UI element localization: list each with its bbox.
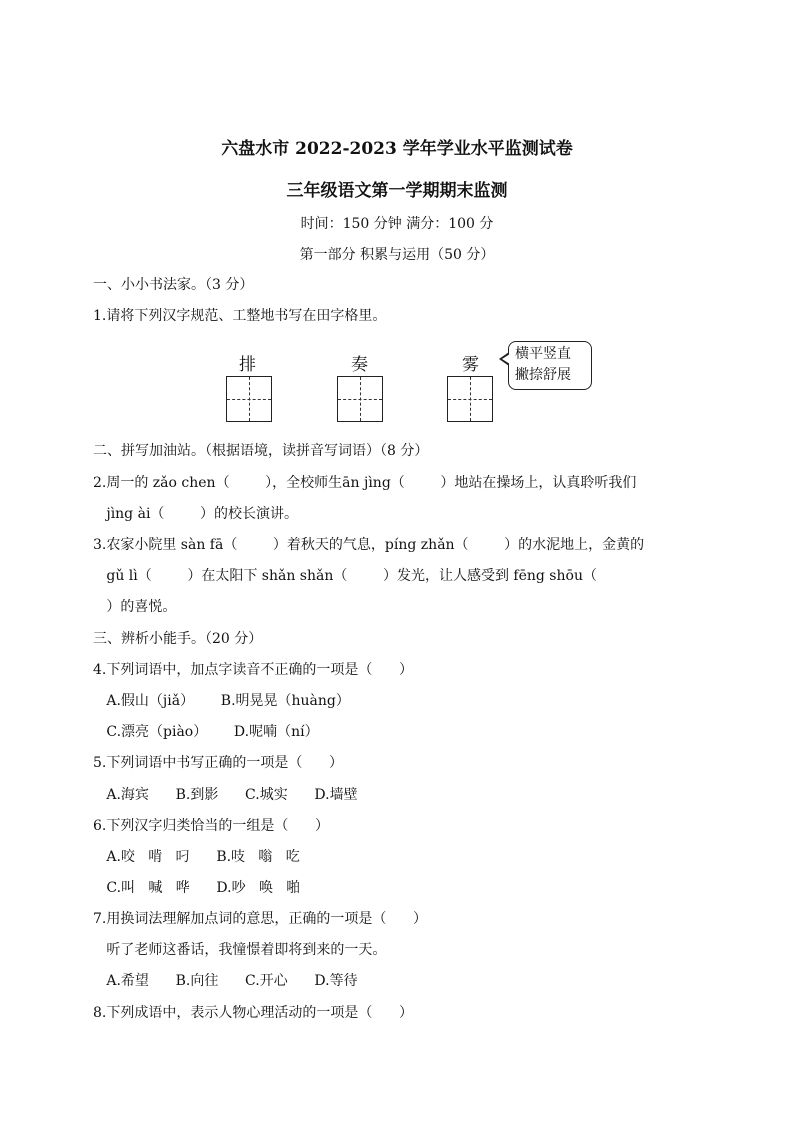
section-3-heading: 三、辨析小能手。（20 分） — [93, 631, 263, 647]
exam-subtitle: 三年级语文第一学期期末监测 — [286, 181, 508, 201]
tip-bubble — [508, 341, 592, 390]
question-line: C.叫 喊 哗 D.吵 唤 啪 — [93, 880, 301, 896]
writing-grid[interactable] — [447, 376, 493, 422]
exam-info: 时间：150 分钟 满分：100 分 — [300, 216, 494, 232]
question-line: 8.下列成语中，表示人物心理活动的一项是（ ） — [93, 1005, 414, 1021]
question-line: 听了老师这番话，我憧憬着即将到来的一天。 — [93, 942, 387, 958]
question-line: 6.下列汉字归类恰当的一组是（ ） — [93, 818, 330, 834]
question-line: gǔ lì（ ）在太阳下 shǎn shǎn（ ）发光，让人感受到 fēng shōu（ — [93, 568, 597, 584]
char-label: 奏 — [351, 355, 368, 375]
question-line: 5.下列词语中书写正确的一项是（ ） — [93, 755, 344, 771]
question-line: 7.用换词法理解加点词的意思，正确的一项是（ ） — [93, 911, 428, 927]
question-line: ）的喜悦。 — [93, 599, 177, 615]
char-label: 排 — [239, 355, 256, 375]
question-line: 4.下列词语中，加点字读音不正确的一项是（ ） — [93, 662, 414, 678]
question-line: A.假山（jiǎ） B.明晃晃（huàng） — [93, 693, 350, 709]
question-line: C.漂亮（piào） D.呢喃（ní） — [93, 724, 319, 740]
part-heading: 第一部分 积累与运用（50 分） — [299, 247, 495, 263]
question-line: jìng ài（ ）的校长演讲。 — [93, 506, 299, 522]
writing-grid[interactable] — [337, 376, 383, 422]
char-label: 雾 — [462, 355, 479, 375]
question-line: A.咬 啃 叼 B.吱 嗡 吃 — [93, 849, 300, 865]
writing-grid[interactable] — [226, 376, 272, 422]
exam-title: 六盘水市 2022-2023 学年学业水平监测试卷 — [221, 139, 573, 159]
question-line: A.海宾 B.到影 C.城实 D.墙壁 — [93, 787, 358, 803]
tip-line: 横平竖直 — [515, 346, 571, 362]
question-line: 3.农家小院里 sàn fā（ ）着秋天的气息，píng zhǎn（ ）的水泥地上，金黄的 — [93, 537, 645, 553]
question-line: 2.周一的 zǎo chen（ ），全校师生ān jìng（ ）地站在操场上，认真聆听我们 — [93, 475, 637, 491]
question-1: 1.请将下列汉字规范、工整地书写在田字格里。 — [93, 308, 387, 324]
question-line: A.希望 B.向往 C.开心 D.等待 — [93, 973, 358, 989]
tip-bubble-tail-inner — [502, 354, 510, 364]
tip-line: 撇捺舒展 — [515, 367, 571, 383]
section-2-heading: 二、拼写加油站。（根据语境，读拼音写词语）（8 分） — [93, 443, 429, 459]
section-1-heading: 一、小小书法家。（3 分） — [93, 277, 254, 293]
